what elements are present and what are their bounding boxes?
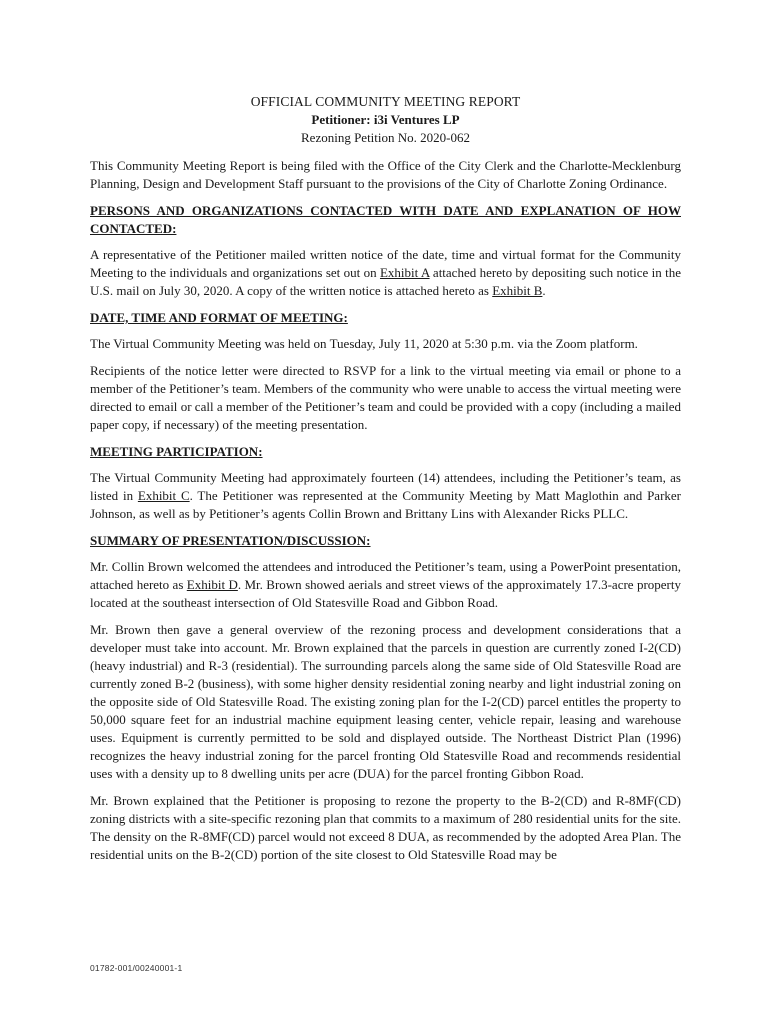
contacted-paragraph bbox=[90, 246, 681, 300]
summary-paragraph-1 bbox=[90, 558, 681, 612]
date-time-heading-text: DATE, TIME AND FORMAT OF MEETING bbox=[90, 310, 344, 325]
participation-text-b: . The Petitioner was represented at the Community Meeting by Matt Maglothin and Parker Johnson, as well as by Petitioner’s agents Collin Brown and Brittany Lins with Alexander Ricks PLLC. bbox=[90, 488, 681, 521]
date-time-paragraph-1: The Virtual Community Meeting was held on Tuesday, July 11, 2020 at 5:30 p.m. via the Zoom platform. bbox=[90, 336, 638, 351]
exhibit-c-reference: Exhibit C bbox=[137, 488, 190, 503]
section-heading-summary: SUMMARY OF PRESENTATION/DISCUSSION: bbox=[90, 533, 371, 548]
contacted-text-a: A representative of the Petitioner mailed written notice of the date, time and virtual format for the Community Meeting to the individuals and organizations set out on bbox=[90, 247, 681, 280]
participation-text-a: The Virtual Community Meeting had approximately fourteen (14) attendees, including the Petitioner’s team, as listed in bbox=[90, 470, 681, 503]
report-title: OFFICIAL COMMUNITY MEETING REPORT bbox=[250, 94, 521, 109]
exhibit-b-reference: Exhibit B bbox=[492, 283, 543, 298]
participation-paragraph bbox=[90, 469, 681, 523]
petitioner-name: Petitioner: i3i Ventures LP bbox=[311, 112, 460, 127]
date-time-heading-colon: : bbox=[343, 310, 348, 325]
section-heading-contacted: PERSONS AND ORGANIZATIONS CONTACTED WITH DATE AND EXPLANATION OF HOW CONTACTED: bbox=[90, 203, 681, 236]
contacted-text-b: attached hereto by depositing such notice in the U.S. mail on July 30, 2020. A copy of the written notice is attached hereto as bbox=[90, 265, 681, 298]
summary-paragraph-2: Mr. Brown then gave a general overview of the rezoning process and development considerations that a developer must take into account. Mr. Brown explained that the parcels in question are currently zoned I-2(CD) (heavy industrial) and R-3 (residential). The surrounding parcels along the same side of Old Statesville Road are currently zoned B-2 (business), with some higher density residential zoning nearby and light industrial zoning on the opposite side of Old Statesville Road. The existing zoning plan for the I-2(CD) parcel entitles the property to 50,000 square feet for an industrial machine equipment leasing center, vehicle repair, leasing and warehouse uses. Equipment is currently permitted to be sold and displayed outside. The Northeast District Plan (1996) recognizes the heavy industrial zoning for the parcel fronting Old Statesville Road and recommends residential uses with a density up to 8 dwelling units per acre (DUA) for the parcel fronting Gibbon Road. bbox=[90, 622, 681, 781]
summary-text-a: Mr. Collin Brown welcomed the attendees and introduced the Petitioner’s team, using a PowerPoint presentation, attached hereto as bbox=[90, 559, 681, 592]
summary-paragraph-3: Mr. Brown explained that the Petitioner is proposing to rezone the property to the B-2(CD) and R-8MF(CD) zoning districts with a site-specific rezoning plan that commits to a maximum of 280 residential units for the site. The density on the R-8MF(CD) parcel would not exceed 8 DUA, as recommended by the adopted Area Plan. The residential units on the B-2(CD) portion of the site closest to Old Statesville Road may be bbox=[90, 793, 681, 862]
date-time-paragraph-2: Recipients of the notice letter were directed to RSVP for a link to the virtual meeting via email or phone to a member of the Petitioner’s team. Members of the community who were unable to access the virtual meeting were directed to email or call a member of the Petitioner’s team and could be provided with a copy (including a mailed paper copy, if necessary) of the meeting presentation. bbox=[90, 363, 681, 432]
exhibit-a-reference: Exhibit A bbox=[379, 265, 430, 280]
petition-number: Rezoning Petition No. 2020-062 bbox=[301, 130, 470, 145]
section-heading-date-time bbox=[90, 309, 681, 327]
summary-text-b: . Mr. Brown showed aerials and street views of the approximately 17.3-acre property located at the southeast intersection of Old Statesville Road and Gibbon Road. bbox=[90, 577, 681, 610]
document-page bbox=[90, 93, 681, 873]
intro-paragraph: This Community Meeting Report is being filed with the Office of the City Clerk and the Charlotte-Mecklenburg Planning, Design and Development Staff pursuant to the provisions of the City of Charlotte Zoning Ordinance. bbox=[90, 158, 681, 191]
exhibit-d-reference: Exhibit D bbox=[186, 577, 238, 592]
contacted-text-c: . bbox=[542, 283, 546, 298]
document-id-footer: 01782-001/00240001-1 bbox=[90, 963, 183, 973]
section-heading-participation: MEETING PARTICIPATION: bbox=[90, 444, 263, 459]
